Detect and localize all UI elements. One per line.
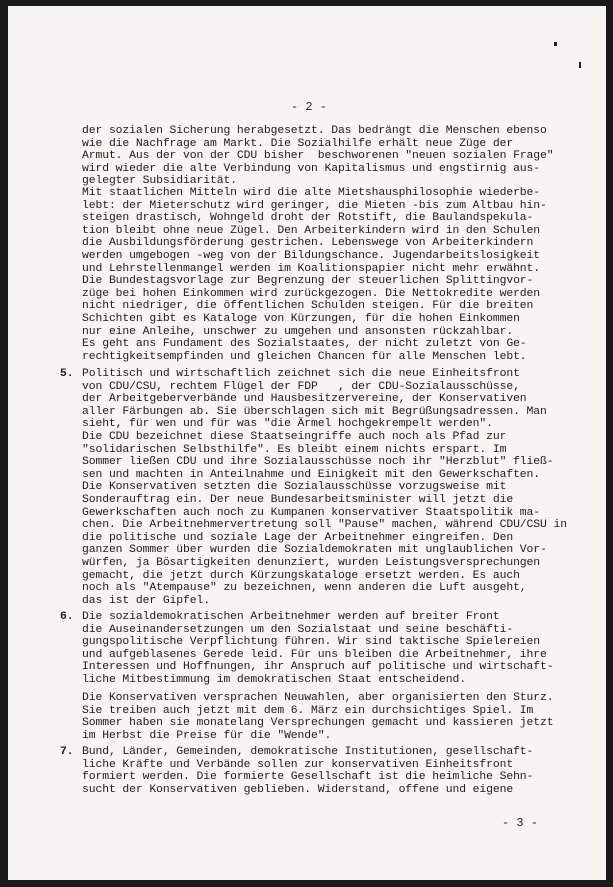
text-line: Die Konservativen setzten die Sozialausschüsse vorzugsweise mit (82, 481, 507, 494)
text-line: nicht niedriger, die öffentlichen Schulden steigen. Für die breiten (82, 300, 534, 313)
text-line: tion bleibt ohne neue Zügel. Den Arbeiterkindern wird in den Schulen (82, 224, 541, 237)
text-line: und aufgeblasenes Gerede leid. Für uns bleiben die Arbeitnehmer, ihre (82, 648, 547, 661)
text-line: Interessen und Hoffnungen, ihr Anspruch auf politische und wirtschaft- (82, 661, 554, 674)
next-page-marker: - 3 - (502, 816, 539, 830)
paragraph-number: 6. (60, 611, 74, 623)
text-line: Es geht ans Fundament des Sozialstaates, der nicht zuletzt von Ge- (82, 338, 527, 351)
text-line: Die sozialdemokratischen Arbeitnehmer werden auf breiter Front (82, 611, 500, 623)
text-line: sucht der Konservativen geblieben. Widerstand, offene und eigene (82, 783, 514, 796)
text-line: gungspolitische Verpflichtung führen. Wir sind taktische Spielereien (82, 636, 541, 649)
text-line: "solidarischen Selbsthilfe". Es bleibt einem nichts erspart. Im (82, 443, 507, 456)
text-line: würfen, ja Bösartigkeiten denunziert, wurden Leistungsversprechungen (82, 557, 541, 569)
text-line: Mit staatlichen Mitteln wird die alte Mietshausphilosophie wiederbe- (82, 187, 541, 199)
text-line: gemacht, die jetzt durch Kürzungskataloge ersetzt werden. Es auch (82, 569, 520, 582)
text-line: Die CDU bezeichnet diese Staatseingriffe auch noch als Pfad zur (82, 431, 507, 443)
scan-speck (554, 42, 557, 46)
text-line: sen und machten in Anteilnahme und Einigkeit mit den Gewerkschaften. (82, 468, 541, 481)
page-number-header: - 2 - (291, 100, 328, 114)
text-line: noch als "Atempause" zu bezeichnen, wenn anderen die Luft ausgeht, (82, 582, 527, 595)
text-line: Politisch und wirtschaftlich zeichnet sich die neue Einheitsfront (82, 368, 520, 380)
text-line: wird wieder die alte Verbindung von Kapitalismus und engstirnig aus- (82, 162, 541, 175)
text-line: aller Färbungen ab. Sie überschlagen sich mit Begrüßungsadressen. Man (82, 405, 547, 418)
text-line: und Lehrstellenmangel werden im Koalitionspapier nicht mehr erwähnt. (82, 262, 541, 275)
text-line: nur eine Anleihe, unschwer zu umgehen und ansonsten rückzahlbar. (82, 325, 514, 338)
text-line: werden umgebogen -weg von der Bildungschance. Jugendarbeitslosigkeit (82, 250, 541, 262)
text-line: die Auseinandersetzungen um den Sozialstaat und seine beschäfti- (82, 623, 514, 636)
scan-speck (579, 62, 581, 68)
text-line: sieht, für wen und für was "die Ärmel hochgekrempelt werden". (82, 418, 493, 431)
document-page (8, 6, 606, 880)
text-line: der Arbeitgeberverbände und Hausbesitzervereine, der Konservativen (82, 393, 527, 406)
text-line: rechtigkeitsempfinden und gleichen Chancen für alle Menschen lebt. (82, 350, 527, 363)
text-line: Die Konservativen versprachen Neuwahlen, aber organisierten den Sturz. (82, 692, 554, 704)
text-line: liche Kräfte und Verbände sollen zur konservativen Einheitsfront (82, 758, 514, 771)
text-line: liche Mitbestimmung im demokratischen Staat entscheidend. (82, 674, 466, 686)
text-line: Sommer ließen CDU und ihre Sozialausschüsse noch ihr "Herzblut" fließ- (82, 456, 554, 469)
text-line: der sozialen Sicherung herabgesetzt. Das bedrängt die Menschen ebenso (82, 125, 547, 137)
text-line: die politische und soziale Lage der Arbeitnehmer eingreifen. Den (82, 531, 514, 544)
text-line: Armut. Aus der von der CDU bisher beschworenen "neuen sozialen Frage" (82, 150, 554, 163)
text-line: chen. Die Arbeitnehmervertretung soll "Pause" machen, während CDU/CSU in (82, 519, 567, 532)
text-line: Schichten gibt es Kataloge von Kürzungen, für die hohen Einkommen (82, 313, 520, 325)
paragraph-number: 7. (60, 746, 74, 758)
text-line: von CDU/CSU, rechtem Flügel der FDP , der CDU-Sozialausschüsse, (82, 380, 520, 393)
text-line: formiert werden. Die formierte Gesellschaft ist die heimliche Sehn- (82, 771, 534, 784)
text-line: wie die Nachfrage am Markt. Die Sozialhilfe erhält neue Züge der (82, 137, 514, 150)
text-line: Gewerkschaften auch noch zu Kumpanen konservativer Staatspolitik ma- (82, 506, 541, 519)
paragraph-number: 5. (60, 368, 74, 380)
text-line: Sie treiben auch jetzt mit dem 6. März ein durchsichtiges Spiel. Im (82, 704, 534, 717)
text-line: das ist der Gipfel. (82, 594, 210, 607)
text-line: Bund, Länder, Gemeinden, demokratische Institutionen, gesellschaft- (82, 746, 534, 758)
text-line: im Herbst die Preise für die "Wende". (82, 729, 332, 742)
text-line: Die Bundestagsvorlage zur Begrenzung der steuerlichen Splittingvor- (82, 275, 534, 288)
text-line: Sonderauftrag ein. Der neue Bundesarbeitsminister will jetzt die (82, 494, 514, 506)
text-line: Sommer haben sie monatelang Versprechungen gemacht und kassieren jetzt (82, 717, 554, 730)
text-line: lebt: der Mieterschutz wird geringer, die Mieten -bis zum Altbau hin- (82, 199, 547, 212)
text-line: ganzen Sommer über wurden die Sozialdemokraten mit unglaublichen Vor- (82, 544, 547, 557)
text-line: züge bei hohen Einkommen wird zurückgezogen. Die Nettokredite werden (82, 287, 541, 300)
text-line: die Ausbildungsförderung gestrichen. Lebenswege von Arbeiterkindern (82, 237, 534, 250)
text-line: gelegter Subsidiarität. (82, 175, 237, 188)
text-line: steigen drastisch, Wohngeld droht der Rotstift, die Baulandspekula- (82, 212, 534, 225)
